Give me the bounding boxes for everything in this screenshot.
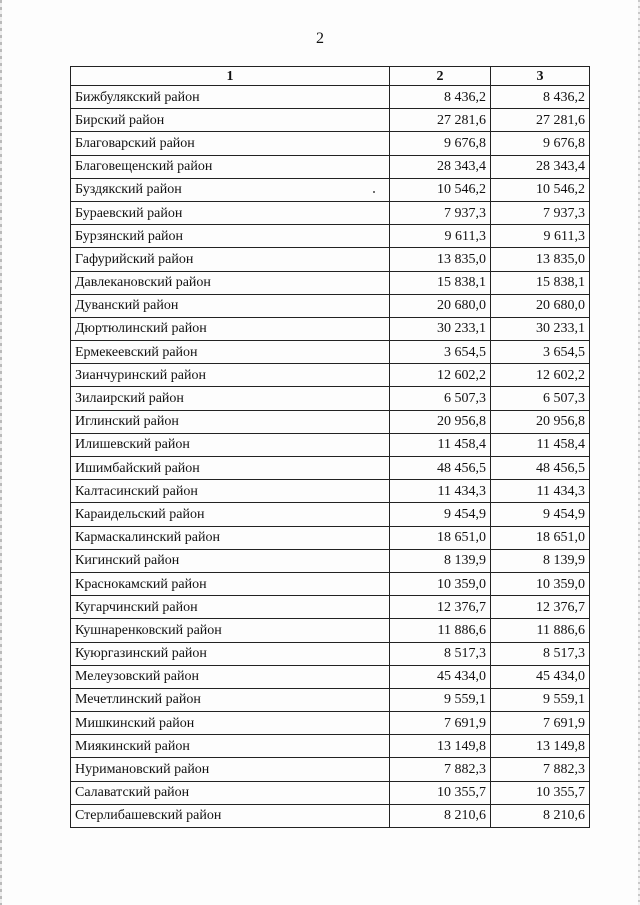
table-row <box>71 109 590 132</box>
district-name-cell: Бураевский район <box>71 201 390 224</box>
table-row <box>71 457 590 480</box>
table-row <box>71 480 590 503</box>
value-col3-cell: 45 434,0 <box>491 665 590 688</box>
value-col2-cell: 11 458,4 <box>390 433 491 456</box>
value-col3-cell: 18 651,0 <box>491 526 590 549</box>
table-row <box>71 781 590 804</box>
district-name-cell: Благовещенский район <box>71 155 390 178</box>
page-number: 2 <box>316 30 324 47</box>
value-col3-cell: 6 507,3 <box>491 387 590 410</box>
table-row <box>71 526 590 549</box>
district-name-cell: Миякинский район <box>71 735 390 758</box>
value-col2-cell: 18 651,0 <box>390 526 491 549</box>
table-row <box>71 410 590 433</box>
value-col2-cell: 8 210,6 <box>390 804 491 827</box>
value-col2-cell: 12 376,7 <box>390 596 491 619</box>
district-name-cell: Благоварский район <box>71 132 390 155</box>
table-row <box>71 572 590 595</box>
table-row <box>71 317 590 340</box>
value-col2-cell: 10 355,7 <box>390 781 491 804</box>
district-name-cell: Зианчуринский район <box>71 364 390 387</box>
value-col3-cell: 11 434,3 <box>491 480 590 503</box>
value-col3-cell: 10 546,2 <box>491 178 590 201</box>
district-name-cell: Ермекеевский район <box>71 341 390 364</box>
value-col3-cell: 48 456,5 <box>491 457 590 480</box>
table-row <box>71 433 590 456</box>
table-row <box>71 341 590 364</box>
value-col2-cell: 8 139,9 <box>390 549 491 572</box>
district-name-cell: Буздякский район <box>71 178 390 201</box>
value-col3-cell: 8 210,6 <box>491 804 590 827</box>
value-col2-cell: 48 456,5 <box>390 457 491 480</box>
district-name-cell: Мечетлинский район <box>71 688 390 711</box>
table-row <box>71 758 590 781</box>
value-col2-cell: 11 434,3 <box>390 480 491 503</box>
district-name-cell: Бурзянский район <box>71 225 390 248</box>
value-col2-cell: 9 454,9 <box>390 503 491 526</box>
table-row <box>71 503 590 526</box>
value-col2-cell: 8 436,2 <box>390 86 491 109</box>
district-table <box>70 66 590 828</box>
value-col3-cell: 8 139,9 <box>491 549 590 572</box>
district-name-cell: Кигинский район <box>71 549 390 572</box>
district-name-cell: Гафурийский район <box>71 248 390 271</box>
value-col3-cell: 11 886,6 <box>491 619 590 642</box>
value-col3-cell: 10 355,7 <box>491 781 590 804</box>
scan-speck <box>373 191 375 193</box>
table-row <box>71 364 590 387</box>
district-name-cell: Мелеузовский район <box>71 665 390 688</box>
value-col2-cell: 13 835,0 <box>390 248 491 271</box>
district-name-cell: Стерлибашевский район <box>71 804 390 827</box>
table-row <box>71 155 590 178</box>
table-row <box>71 294 590 317</box>
district-name-cell: Куюргазинский район <box>71 642 390 665</box>
value-col3-cell: 13 149,8 <box>491 735 590 758</box>
value-col2-cell: 9 676,8 <box>390 132 491 155</box>
value-col3-cell: 27 281,6 <box>491 109 590 132</box>
value-col2-cell: 15 838,1 <box>390 271 491 294</box>
table-row <box>71 549 590 572</box>
value-col2-cell: 30 233,1 <box>390 317 491 340</box>
district-name-cell: Кугарчинский район <box>71 596 390 619</box>
value-col3-cell: 8 436,2 <box>491 86 590 109</box>
value-col2-cell: 10 546,2 <box>390 178 491 201</box>
district-name-cell: Нуримановский район <box>71 758 390 781</box>
value-col2-cell: 9 611,3 <box>390 225 491 248</box>
value-col2-cell: 7 691,9 <box>390 712 491 735</box>
value-col3-cell: 15 838,1 <box>491 271 590 294</box>
value-col3-cell: 7 937,3 <box>491 201 590 224</box>
table-row <box>71 86 590 109</box>
value-col2-cell: 9 559,1 <box>390 688 491 711</box>
district-name-cell: Дуванский район <box>71 294 390 317</box>
value-col3-cell: 8 517,3 <box>491 642 590 665</box>
district-name-cell: Бижбулякский район <box>71 86 390 109</box>
value-col2-cell: 27 281,6 <box>390 109 491 132</box>
value-col3-cell: 28 343,4 <box>491 155 590 178</box>
value-col3-cell: 3 654,5 <box>491 341 590 364</box>
value-col3-cell: 9 454,9 <box>491 503 590 526</box>
district-name-cell: Кушнаренковский район <box>71 619 390 642</box>
value-col2-cell: 8 517,3 <box>390 642 491 665</box>
value-col2-cell: 3 654,5 <box>390 341 491 364</box>
value-col2-cell: 7 937,3 <box>390 201 491 224</box>
value-col3-cell: 7 691,9 <box>491 712 590 735</box>
district-name-cell: Давлекановский район <box>71 271 390 294</box>
district-name-cell: Кармаскалинский район <box>71 526 390 549</box>
table-row <box>71 642 590 665</box>
district-name-cell: Караидельский район <box>71 503 390 526</box>
table-row <box>71 201 590 224</box>
table-row <box>71 248 590 271</box>
table-row <box>71 178 590 201</box>
value-col3-cell: 30 233,1 <box>491 317 590 340</box>
value-col2-cell: 11 886,6 <box>390 619 491 642</box>
district-name-cell: Дюртюлинский район <box>71 317 390 340</box>
table-row <box>71 804 590 827</box>
table-row <box>71 225 590 248</box>
table-row <box>71 688 590 711</box>
value-col3-cell: 9 559,1 <box>491 688 590 711</box>
table-row <box>71 387 590 410</box>
value-col2-cell: 6 507,3 <box>390 387 491 410</box>
value-col2-cell: 20 956,8 <box>390 410 491 433</box>
value-col2-cell: 13 149,8 <box>390 735 491 758</box>
table-row <box>71 132 590 155</box>
table-row <box>71 271 590 294</box>
value-col2-cell: 7 882,3 <box>390 758 491 781</box>
value-col2-cell: 20 680,0 <box>390 294 491 317</box>
value-col3-cell: 9 611,3 <box>491 225 590 248</box>
value-col2-cell: 28 343,4 <box>390 155 491 178</box>
value-col3-cell: 12 602,2 <box>491 364 590 387</box>
district-name-cell: Калтасинский район <box>71 480 390 503</box>
value-col3-cell: 10 359,0 <box>491 572 590 595</box>
scan-edge-left <box>0 0 2 905</box>
value-col2-cell: 45 434,0 <box>390 665 491 688</box>
column-header-3: 3 <box>491 67 590 86</box>
district-name-cell: Мишкинский район <box>71 712 390 735</box>
table-header-row <box>71 67 590 86</box>
table-row <box>71 619 590 642</box>
value-col3-cell: 7 882,3 <box>491 758 590 781</box>
table-row <box>71 665 590 688</box>
district-name-cell: Бирский район <box>71 109 390 132</box>
district-name-cell: Илишевский район <box>71 433 390 456</box>
district-name-cell: Иглинский район <box>71 410 390 433</box>
table-row <box>71 735 590 758</box>
district-name-cell: Зилаирский район <box>71 387 390 410</box>
column-header-2: 2 <box>390 67 491 86</box>
value-col2-cell: 12 602,2 <box>390 364 491 387</box>
district-name-cell: Ишимбайский район <box>71 457 390 480</box>
table-row <box>71 712 590 735</box>
value-col3-cell: 13 835,0 <box>491 248 590 271</box>
table-row <box>71 596 590 619</box>
district-name-cell: Краснокамский район <box>71 572 390 595</box>
value-col3-cell: 11 458,4 <box>491 433 590 456</box>
value-col3-cell: 20 680,0 <box>491 294 590 317</box>
column-header-1: 1 <box>71 67 390 86</box>
value-col3-cell: 9 676,8 <box>491 132 590 155</box>
district-name-cell: Салаватский район <box>71 781 390 804</box>
value-col2-cell: 10 359,0 <box>390 572 491 595</box>
table-body <box>71 86 590 828</box>
value-col3-cell: 12 376,7 <box>491 596 590 619</box>
value-col3-cell: 20 956,8 <box>491 410 590 433</box>
